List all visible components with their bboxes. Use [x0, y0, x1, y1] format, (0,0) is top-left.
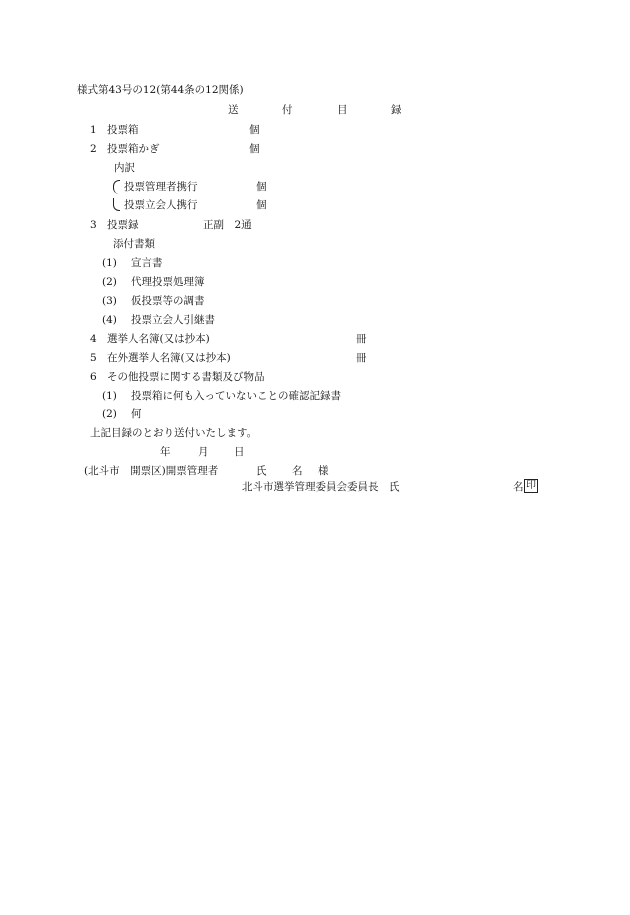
breakdown-row-1-unit: 個 — [256, 181, 267, 193]
breakdown-row-1-label: 投票管理者携行 — [124, 181, 198, 193]
item-3-label: 投票録 — [107, 219, 139, 231]
item-5-number: 5 — [90, 352, 97, 364]
title-char-3: 目 — [337, 104, 348, 116]
title-char-2: 付 — [282, 104, 293, 116]
date-year: 年 — [160, 446, 171, 458]
breakdown-row-2-label: 投票立会人携行 — [124, 199, 198, 211]
item-1-label: 投票箱 — [107, 124, 139, 136]
attachment-1-number: (1) — [102, 257, 117, 269]
addressee-shi: 氏 — [256, 465, 267, 477]
date-day: 日 — [234, 446, 245, 458]
item-6-number: 6 — [90, 371, 97, 383]
attachment-2-label: 代理投票処理簿 — [131, 276, 205, 288]
item-4-number: 4 — [90, 333, 97, 345]
seal-mark: 印 — [526, 480, 536, 491]
attachment-2-number: (2) — [102, 276, 117, 288]
brace-bottom — [113, 198, 120, 211]
closing-statement: 上記目録のとおり送付いたします。 — [90, 427, 258, 439]
attachment-1-label: 宣言書 — [131, 257, 163, 269]
item-6-label: その他投票に関する書類及び物品 — [107, 371, 265, 383]
item-6-sub-2-label: 何 — [131, 408, 142, 420]
breakdown-row-2-unit: 個 — [256, 199, 267, 211]
attachment-4-number: (4) — [102, 314, 117, 326]
item-6-sub-2-number: (2) — [102, 408, 117, 420]
brace-top — [113, 180, 120, 194]
item-2-unit: 個 — [249, 143, 260, 155]
item-5-label: 在外選挙人名簿(又は抄本) — [107, 352, 231, 364]
attachment-3-number: (3) — [102, 295, 117, 307]
item-1-unit: 個 — [249, 124, 260, 136]
item-4-unit: 冊 — [356, 333, 367, 345]
sender-mei: 名 — [513, 481, 524, 493]
breakdown-heading: 内訳 — [114, 162, 135, 174]
date-month: 月 — [198, 446, 209, 458]
addressee-mei: 名 — [292, 465, 303, 477]
item-6-sub-1-label: 投票箱に何も入っていないことの確認記録書 — [131, 390, 341, 402]
sender-title: 北斗市選挙管理委員会委員長 氏 — [242, 481, 400, 493]
attachments-heading: 添付書類 — [113, 238, 155, 250]
title-char-4: 録 — [391, 104, 402, 116]
title-char-1: 送 — [228, 104, 239, 116]
item-2-number: 2 — [90, 143, 97, 155]
attachment-4-label: 投票立会人引継書 — [131, 314, 215, 326]
item-6-sub-1-number: (1) — [102, 390, 117, 402]
item-5-unit: 冊 — [356, 352, 367, 364]
item-3-number: 3 — [90, 219, 97, 231]
addressee-prefix: (北斗市 開票区)開票管理者 — [84, 465, 219, 477]
form-label: 様式第43号の12(第44条の12関係) — [77, 84, 244, 96]
item-1-number: 1 — [90, 124, 97, 136]
item-4-label: 選挙人名簿(又は抄本) — [107, 333, 210, 345]
addressee-sama: 様 — [318, 465, 329, 477]
item-3-copies: 正副 2通 — [203, 219, 252, 231]
item-2-label: 投票箱かぎ — [107, 143, 160, 155]
attachment-3-label: 仮投票等の調書 — [131, 295, 205, 307]
